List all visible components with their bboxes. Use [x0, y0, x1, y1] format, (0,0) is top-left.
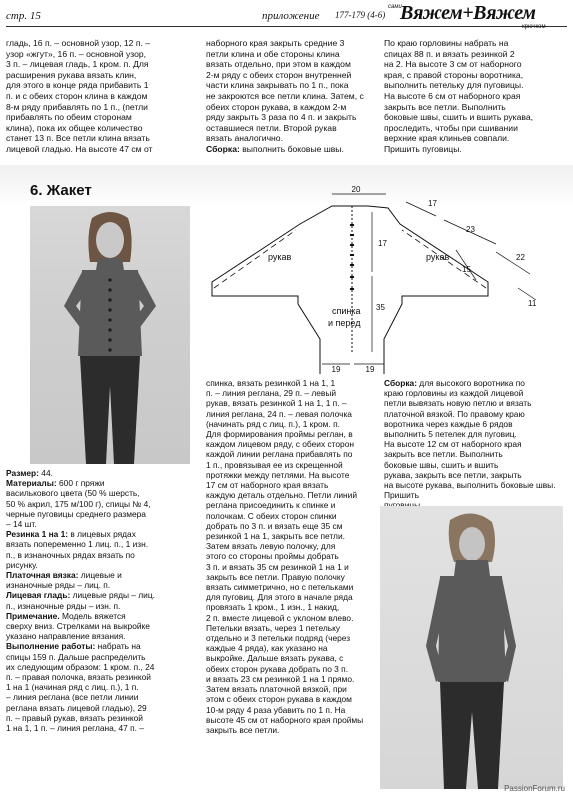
text-line: петли клина и обе стороны клина	[206, 48, 340, 59]
text-line: – линия реглана (все петли линии	[6, 692, 139, 703]
garter-label: Платочная вязка:	[6, 570, 79, 581]
text-line	[6, 478, 192, 488]
text-line: петли вывязать новую петлю и вязать	[384, 398, 532, 409]
sleeve-right-label: рукав	[426, 252, 450, 262]
text-line: 8-м ряду прибавлять по 1 п., (петли	[6, 101, 148, 112]
buttonhole-mark	[350, 224, 354, 226]
buttonhole-marks	[350, 224, 354, 290]
text-line: на высоте рукава, выполнить боковые швы. Пришить	[384, 480, 556, 501]
text-line: – 14 шт.	[6, 519, 37, 530]
text-line: платочной вязкой. По правому краю	[384, 408, 525, 419]
text-span: в лицевых рядах	[68, 529, 136, 540]
text-line: спицы 159 п. Дальше распределить	[6, 651, 146, 662]
text-line: этом с обеих сторон рукава в каждом	[206, 694, 352, 705]
text-line: выполнить петельку для пуговицы.	[384, 80, 524, 91]
text-line	[206, 144, 384, 155]
text-line: вязать аналогично.	[206, 133, 283, 144]
text-line	[384, 378, 568, 388]
text-line: выкройке. Дальше вязать рукава, с	[206, 653, 344, 664]
dimension-lines	[322, 194, 536, 364]
text-line: рисунку.	[6, 559, 38, 570]
text-line: ряду закрыть 3 раза по 4 п. и закрыть	[206, 112, 357, 123]
size-label: Размер:	[6, 468, 39, 478]
text-line: 3 п. и вязать 35 см резинкой 1 на 1 и	[206, 561, 349, 572]
size-value: 44.	[38, 468, 53, 478]
materials-label: Материалы:	[6, 478, 57, 489]
text-line: и вязать 23 см резинкой 1 на 1 прямо.	[206, 673, 355, 684]
text-line: на 2. На высоте 3 см от наборного	[384, 59, 522, 70]
text-line: протяжки между петлями. На высоте	[206, 469, 350, 480]
supplement-label: приложение	[262, 10, 320, 22]
text-line: расширения рукава вязать клин,	[6, 69, 137, 80]
text-line: Для формирования проймы реглан, в	[206, 429, 353, 440]
assembly-label: Сборка:	[206, 143, 240, 154]
dim-bottom-right-label: 19	[365, 365, 375, 374]
text-line: не закроются все петли клина. Затем, с	[206, 90, 364, 101]
text-line: Затем вязать платочной вязкой, при	[206, 684, 347, 695]
top-column-2	[206, 38, 384, 155]
text-line: станет 13 п. Все петли клина вязать	[6, 133, 150, 144]
site-watermark: PassionForum.ru	[504, 784, 565, 793]
buttonhole-mark	[350, 234, 354, 236]
text-line: оставшиеся петли. Второй рукав	[206, 122, 337, 133]
text-line: спицах 88 п. и вязать резинкой 2	[384, 48, 515, 59]
text-line: каждые 4 ряда), как указано на	[206, 643, 328, 654]
text-span: 600 г пряжи	[56, 478, 105, 489]
text-span: Модель вяжется	[59, 610, 126, 621]
note-label: Примечание.	[6, 610, 60, 621]
middle-column	[206, 378, 380, 735]
text-line: наборного края закрыть средние 3	[206, 38, 345, 48]
text-line: боковые швы, сшить и вшить рукава,	[384, 112, 534, 123]
text-line: 1 на 1 (начиная ряд с лиц. п.), 1 п.	[6, 682, 139, 693]
text-line: Петельки вязать, через 1 петельку	[206, 622, 341, 633]
text-span: лицевые ряды – лиц.	[70, 590, 155, 601]
text-line: боковые швы, сшить и вшить	[384, 459, 499, 470]
text-line	[6, 570, 192, 580]
text-line: краю горловины из каждой лицевой	[384, 388, 524, 399]
text-line: для этого в конце ряда прибавить 1	[6, 80, 149, 91]
text-line	[6, 468, 192, 478]
text-line: отдельно и 3 петельки подряд (через	[206, 633, 351, 644]
text-line: 17 см от наборного края вязать	[206, 480, 329, 491]
text-line: вязать симметрично, но с петельками	[206, 582, 354, 593]
text-line	[6, 641, 192, 651]
text-line: добрать по 3 п. и вязать еще 35 см	[206, 520, 343, 531]
text-span: набрать на	[95, 641, 141, 652]
text-line: черные пуговицы среднего размера	[6, 508, 146, 519]
text-line: указано направление вязания.	[6, 631, 126, 642]
logo-small-text: сами	[388, 4, 402, 10]
text-line: На высоте 12 см от наборного края	[384, 439, 522, 450]
buttonhole-mark	[350, 244, 354, 246]
text-line: их следующим образом: 1 кром. п., 24	[6, 661, 155, 672]
text-span: лицевые и	[78, 570, 122, 581]
text-line: Пришить пуговицы.	[384, 143, 462, 154]
text-line: закрыть все петли. Выполнить	[384, 449, 503, 460]
dim-sleeve-lower-label: 22	[516, 253, 525, 262]
text-line: (начинать ряд с лиц. п.), 1 кром. п.	[206, 418, 340, 429]
section-title: 6. Жакет	[30, 182, 92, 199]
model-photo-front	[30, 206, 190, 464]
text-line: клина), пока их общее количество	[6, 122, 143, 133]
text-line: вязать попеременно 1 лиц. п., 1 изн.	[6, 539, 149, 550]
text-line: обеих сторон рукава, в каждом 2-м	[206, 101, 347, 112]
text-line: п. и с обеих сторон клина в каждом	[6, 90, 148, 101]
text-line: для пуговиц. Для этого в начале ряда	[206, 592, 353, 603]
text-line: линия реглана, 24 п. – левая полочка	[206, 408, 352, 419]
text-line: узор «жгут», 16 п. – основной узор,	[6, 48, 147, 59]
dimension-labels	[268, 185, 537, 374]
text-line: п., изнаночные ряды – изн. п.	[6, 600, 121, 611]
text-line: 50 % акрил, 175 м/100 г), спицы № 4,	[6, 498, 151, 509]
magazine-logo	[388, 2, 568, 32]
text-line	[6, 529, 192, 539]
text-line: закрыть все петли. Выполнить	[384, 101, 506, 112]
model-photo-side	[380, 506, 563, 789]
assembly-label: Сборка:	[384, 378, 417, 388]
text-line: п. – линия реглана, 29 п. – левый	[206, 388, 337, 399]
text-line: реглана вязать лицевой гладью), 29	[6, 702, 147, 713]
text-line: вязать отдельно, при этом в каждом	[206, 59, 351, 70]
logo-main-text: Вяжем+Вяжем	[400, 2, 536, 24]
text-line: верхние края клиньев совпали.	[384, 133, 510, 144]
model-illustration-side	[380, 506, 563, 789]
rib-label: Резинка 1 на 1:	[6, 529, 69, 540]
text-line: гладь, 16 п. – основной узор, 12 п. –	[6, 38, 151, 48]
text-line: реглана присоединить к спинке и	[206, 500, 336, 511]
top-column-1	[6, 38, 198, 155]
text-line: 1 на 1, 1 п. – линия реглана, 47 п. –	[6, 723, 144, 734]
text-line	[6, 611, 192, 621]
work-label: Выполнение работы:	[6, 641, 96, 652]
text-line: п. – правая полочка, вязать резинкой	[6, 672, 151, 683]
text-span: выполнить боковые швы.	[239, 143, 344, 154]
stockinette-label: Лицевая гладь:	[6, 590, 71, 601]
text-line: По краю горловины набрать на	[384, 38, 509, 48]
text-line: части клина закрывать по 1 п., пока	[206, 80, 349, 91]
text-line: рукав, вязать резинкой 1 на 1, 1 п. –	[206, 398, 347, 409]
text-line: выполнить 5 петелек для пуговиц.	[384, 429, 517, 440]
back-front-label-2: и перед	[328, 318, 361, 328]
dim-body-label: 35	[376, 303, 385, 312]
text-line: 2 п. вместе лицевой с уклоном влево.	[206, 612, 354, 623]
text-line: каждой линии реглана прибавлять по	[206, 449, 353, 460]
text-line: каждом лицевом ряду, с обеих сторон	[206, 439, 354, 450]
dim-cuff-label: 11	[528, 299, 537, 308]
dim-sleeve-upper-label: 23	[466, 225, 475, 234]
text-line: 10-м ряду 4 раза убавить по 1 п. На	[206, 704, 346, 715]
buttonhole-mark	[350, 264, 354, 266]
text-line: лицевой гладью. На высоте 47 см от	[6, 143, 153, 154]
text-line: На высоте 6 см от наборного края	[384, 90, 521, 101]
buttonhole-mark	[350, 254, 354, 256]
page-header	[0, 0, 573, 36]
pattern-diagram	[200, 184, 540, 374]
text-line: полочкам. С обеих сторон спинки	[206, 510, 337, 521]
page-number: стр. 15	[6, 10, 41, 22]
left-column	[6, 468, 192, 733]
text-line: сверху вниз. Стрелками на выкройке	[6, 621, 150, 632]
text-line: закрыть все петли. Правую полочку	[206, 571, 345, 582]
top-column-3	[384, 38, 568, 155]
dim-raglan-label: 17	[428, 199, 437, 208]
text-line: каждую деталь отдельно. Петли линий	[206, 490, 358, 501]
text-line: Затем вязать левую полочку, для	[206, 541, 336, 552]
text-line: спинка, вязать резинкой 1 на 1, 1	[206, 378, 336, 388]
text-line: василькового цвета (50 % шерсть,	[6, 488, 140, 499]
dim-armhole-label: 17	[378, 239, 387, 248]
text-line: прибавлять по обеим сторонам	[6, 112, 132, 123]
text-line: п., в изнаночных рядах вязать по	[6, 549, 135, 560]
text-line: обеих сторон рукава добрать по 3 п.	[206, 663, 349, 674]
buttonhole-mark	[350, 288, 354, 290]
dim-neck-label: 20	[351, 185, 361, 194]
text-line: этого со стороны проймы добрать	[206, 551, 339, 562]
dim-sleeve-depth-label: 15	[462, 265, 471, 274]
text-line: резинкой 1 на 1, закрыть все петли.	[206, 531, 345, 542]
sleeve-left-label: рукав	[268, 252, 292, 262]
logo-sub-text: крючком	[522, 24, 546, 30]
issue-number: 177-179 (4-6)	[335, 10, 386, 20]
text-line	[6, 590, 192, 600]
text-line: 2-м ряду с обеих сторон внутренней	[206, 69, 352, 80]
text-line: 1 п., провязывая ее из скрещенной	[206, 459, 343, 470]
text-line: воротника через каждые 6 рядов	[384, 418, 513, 429]
text-line: изнаночные ряды – лиц. п.	[6, 580, 111, 591]
text-line: п. – правый рукав, вязать резинкой	[6, 712, 143, 723]
dim-bottom-left-label: 19	[331, 365, 341, 374]
text-line: провязать 1 кром., 1 изн., 1 накид,	[206, 602, 340, 613]
text-line: проследить, чтобы при сшивании	[384, 122, 518, 133]
text-line: закрыть все петли.	[206, 724, 280, 735]
buttonhole-mark	[350, 276, 354, 278]
right-column	[384, 378, 568, 511]
text-span: для высокого воротника по	[416, 378, 525, 388]
model-illustration	[30, 206, 190, 464]
text-line: высоте 45 см от наборного края проймы	[206, 714, 364, 725]
text-line: 3 п. – лицевая гладь, 1 кром. п. Для	[6, 59, 149, 70]
text-line: рукава, закрыть все петли, закрыть	[384, 469, 522, 480]
back-front-label-1: спинка	[332, 306, 361, 316]
text-line: края, с правой стороны воротника,	[384, 69, 524, 80]
